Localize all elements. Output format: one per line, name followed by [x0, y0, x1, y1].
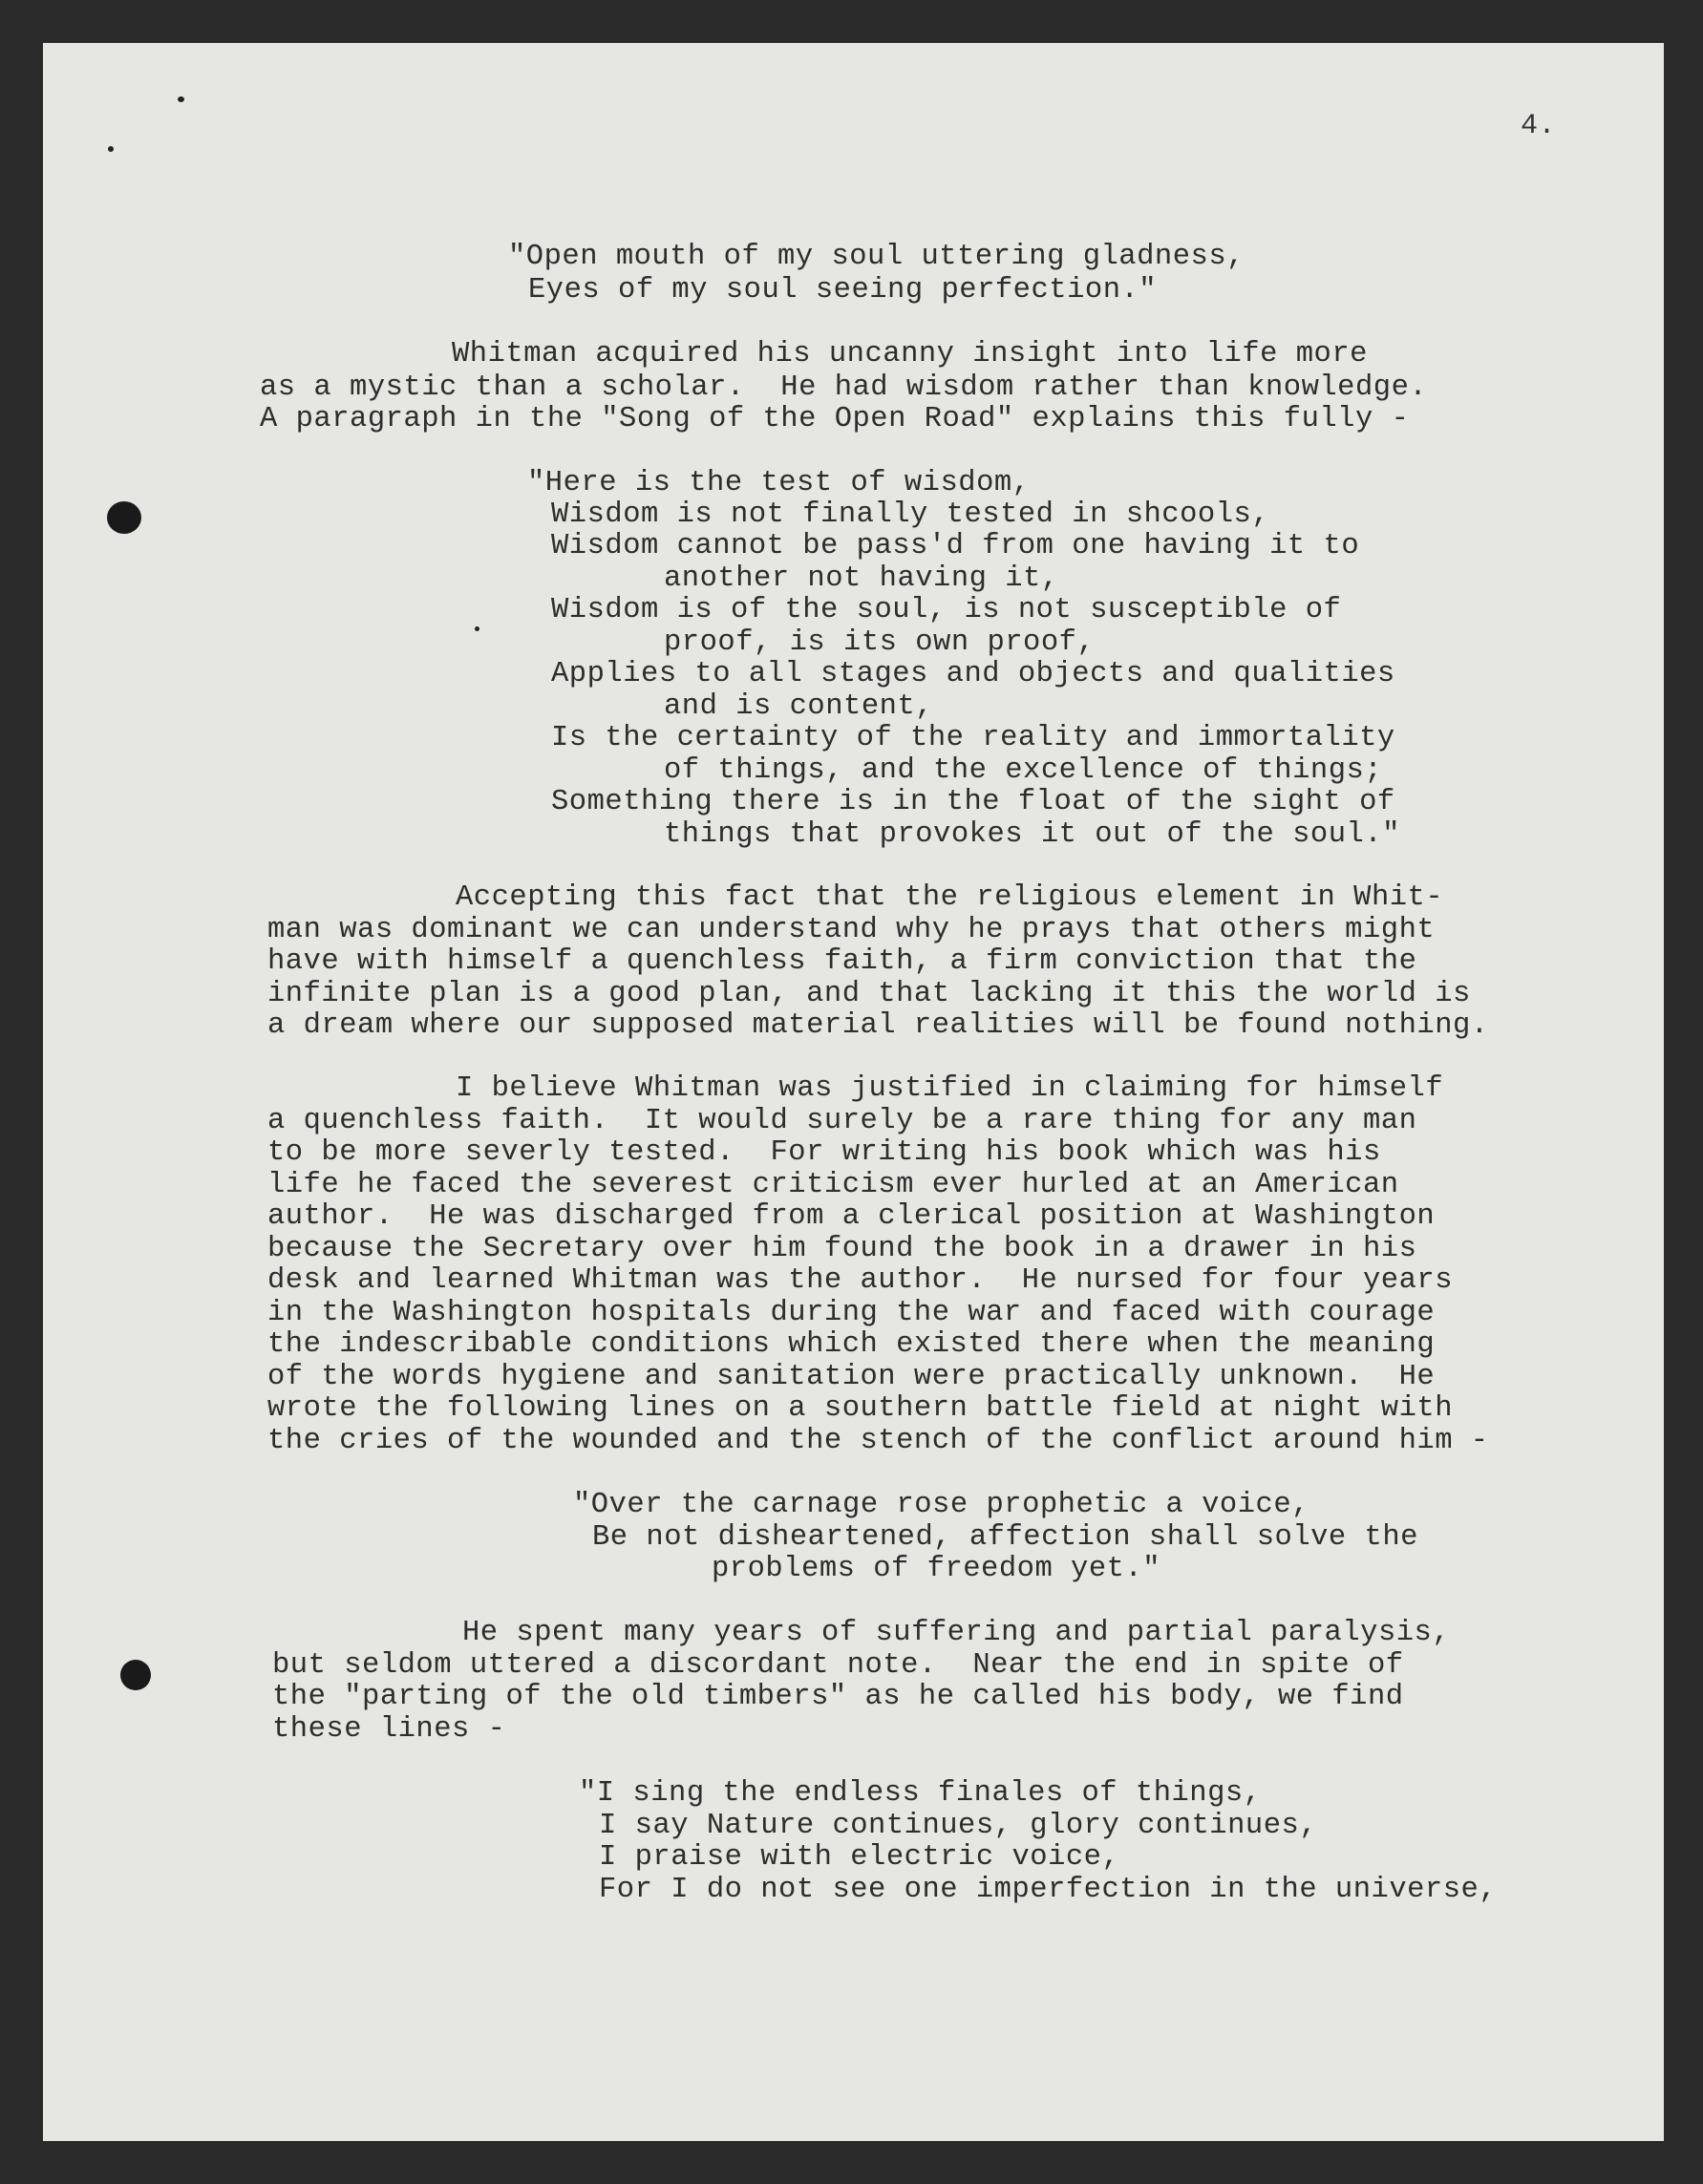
- quote-line: Wisdom cannot be pass'd from one having it to: [551, 530, 1360, 562]
- body-line: author. He was discharged from a clerical position at Washington: [267, 1200, 1436, 1233]
- quote-line: another not having it,: [664, 562, 1059, 595]
- quote-line: I say Nature continues, glory continues,: [599, 1810, 1318, 1842]
- body-line: these lines -: [272, 1713, 506, 1746]
- quote-line: Something there is in the float of the sight of: [551, 786, 1395, 818]
- body-line: Accepting this fact that the religious element in Whit-: [456, 881, 1444, 914]
- body-line: infinite plan is a good plan, and that lacking it this the world is: [267, 978, 1471, 1010]
- quote-line: Applies to all stages and objects and qualities: [551, 658, 1395, 690]
- ink-speck: [108, 146, 114, 152]
- page-number: 4.: [1521, 110, 1557, 142]
- quote-line: proof, is its own proof,: [664, 626, 1096, 659]
- body-line: Whitman acquired his uncanny insight into life more: [452, 338, 1368, 371]
- body-line: wrote the following lines on a southern battle field at night with: [267, 1392, 1453, 1425]
- body-line: desk and learned Whitman was the author. He nursed for four years: [267, 1264, 1453, 1297]
- body-line: man was dominant we can understand why he prays that others might: [267, 914, 1436, 946]
- punch-hole-top: [107, 501, 141, 534]
- quote-line: Wisdom is not finally tested in shcools,: [551, 498, 1270, 531]
- quote-line: "Here is the test of wisdom,: [527, 467, 1031, 499]
- quote-line: Is the certainty of the reality and immortality: [551, 722, 1395, 754]
- body-line: of the words hygiene and sanitation were practically unknown. He: [267, 1361, 1436, 1393]
- quote-line: Eyes of my soul seeing perfection.": [528, 274, 1158, 307]
- body-line: life he faced the severest criticism ever hurled at an American: [267, 1169, 1399, 1201]
- quote-line: Wisdom is of the soul, is not susceptible of: [551, 594, 1342, 626]
- body-line: a dream where our supposed material realities will be found nothing.: [267, 1009, 1489, 1042]
- body-line: I believe Whitman was justified in claiming for himself: [456, 1072, 1444, 1105]
- body-line: the cries of the wounded and the stench of the conflict around him -: [267, 1425, 1489, 1457]
- body-line: the "parting of the old timbers" as he called his body, we find: [272, 1681, 1404, 1713]
- body-line: to be more severly tested. For writing his book which was his: [267, 1136, 1381, 1169]
- body-line: the indescribable conditions which existed there when the meaning: [267, 1328, 1436, 1361]
- body-line: A paragraph in the "Song of the Open Road" explains this fully -: [260, 403, 1410, 435]
- ink-speck: [178, 96, 184, 102]
- quote-line: "I sing the endless finales of things,: [579, 1777, 1262, 1810]
- quote-line: Be not disheartened, affection shall solve the: [592, 1521, 1418, 1554]
- quote-line: "Open mouth of my soul uttering gladness,: [508, 241, 1245, 273]
- body-line: a quenchless faith. It would surely be a rare thing for any man: [267, 1105, 1417, 1137]
- body-line: because the Secretary over him found the book in a drawer in his: [267, 1233, 1417, 1265]
- ink-speck: [475, 626, 479, 631]
- quote-line: of things, and the excellence of things;: [664, 754, 1383, 787]
- body-line: as a mystic than a scholar. He had wisdom rather than knowledge.: [260, 371, 1428, 404]
- body-line: have with himself a quenchless faith, a firm conviction that the: [267, 945, 1417, 978]
- quote-line: things that provokes it out of the soul.": [664, 818, 1400, 851]
- body-line: in the Washington hospitals during the war and faced with courage: [267, 1297, 1436, 1329]
- punch-hole-bottom: [120, 1660, 151, 1690]
- quote-line: problems of freedom yet.": [712, 1553, 1161, 1585]
- body-line: but seldom uttered a discordant note. Near the end in spite of: [272, 1649, 1404, 1682]
- quote-line: "Over the carnage rose prophetic a voice,: [573, 1489, 1309, 1521]
- body-line: He spent many years of suffering and partial paralysis,: [462, 1617, 1451, 1649]
- quote-line: I praise with electric voice,: [599, 1841, 1120, 1874]
- quote-line: and is content,: [664, 690, 934, 723]
- quote-line: For I do not see one imperfection in the universe,: [599, 1874, 1498, 1906]
